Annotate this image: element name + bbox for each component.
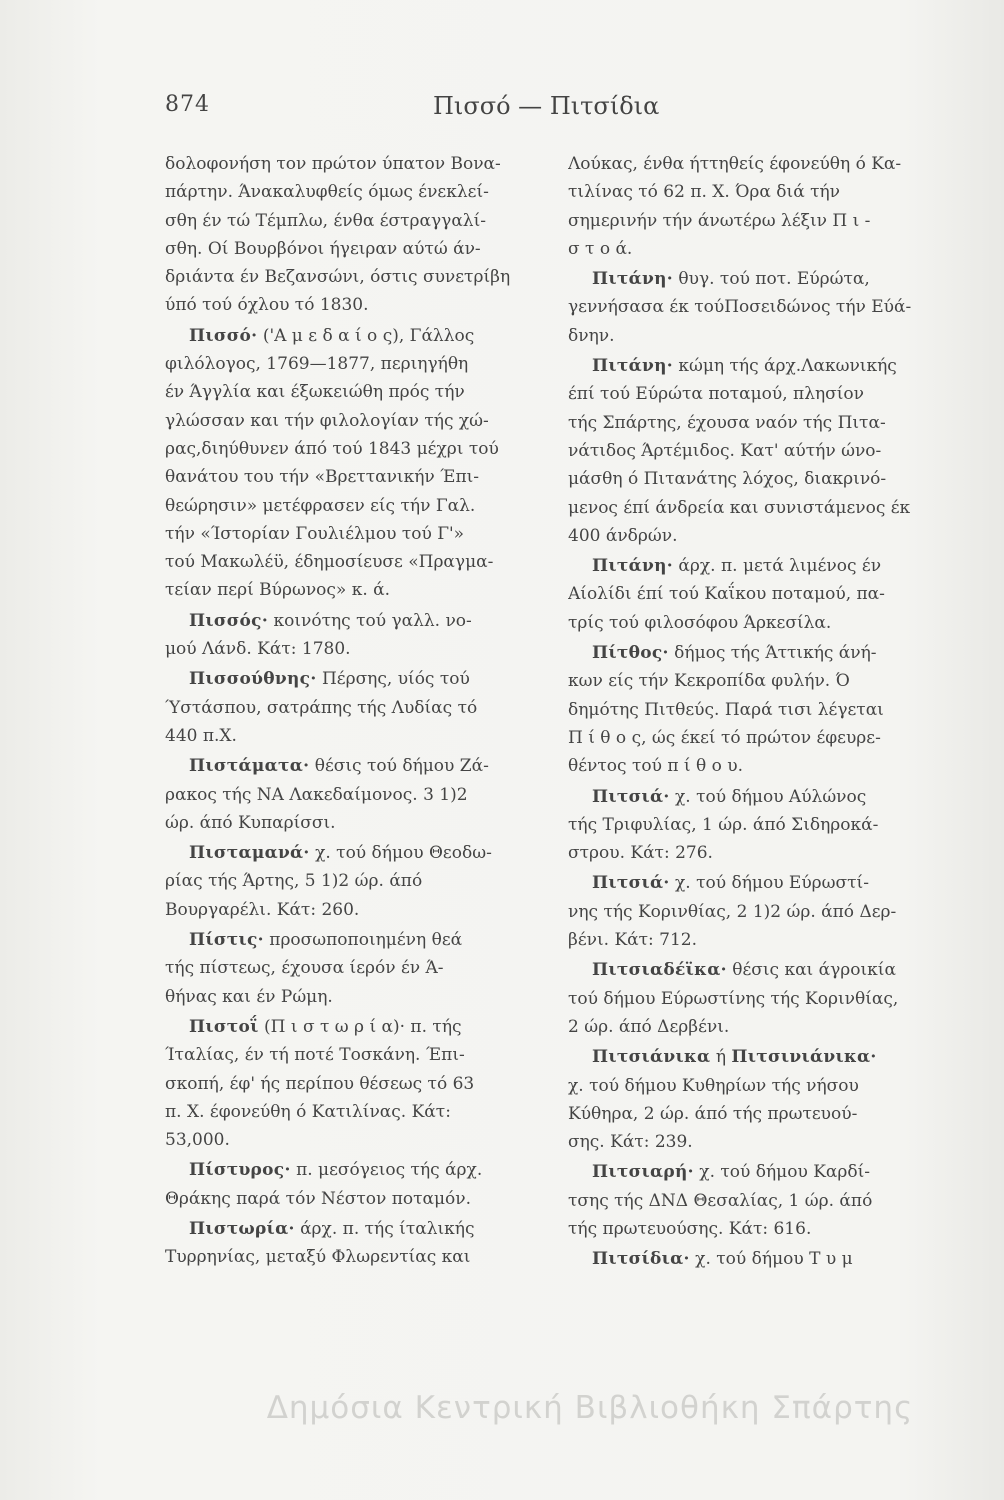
entry-headword: Πιτσιαδέϊκα· [592,960,727,981]
entry-line: 440 π.Χ. [165,725,237,746]
entry-line [165,1013,545,1041]
entry-line: μενος έπί άνδρεία και συνιστάμενος έκ [568,497,911,518]
entry-line: Ύστάσπου, σατράπης τής Λυδίας τό [165,697,478,718]
entry-line: Τυρρηνίας, μεταξύ Φλωρεντίας και [165,1247,471,1268]
entry-line: δολοφονήση τον πρώτον ύπατον Βονα- [165,154,501,174]
entry-text: χ. τού δήμου Θεοδω- [315,843,492,864]
entry-headword: Πιτσίδια· [592,1249,690,1270]
entry-line: τρίς τού φιλοσόφου Άρκεσίλα. [568,612,832,633]
entry-line: έπί τού Εύρώτα ποταμού, πλησίον [568,384,865,405]
entry-headword: Πιτσιαρή· [592,1162,694,1183]
entry-line [568,352,960,380]
entry-line: ώρ. άπό Κυπαρίσσι. [165,812,336,833]
entry-line: π. Χ. έφονεύθη ό Κατιλίνας. Κάτ: [165,1101,451,1122]
entry-line: τήν «Ίστορίαν Γουλιέλμου τού Γ'» [165,523,465,544]
entry-text: άρχ. π. τής ίταλικής [300,1218,475,1239]
entry-headword: Πιστωρία· [189,1218,295,1239]
entry-line [568,956,960,984]
entry-headword: Πιστοΐ [189,1016,259,1037]
entry-line: σημερινήν τήν άνωτέρω λέξιν Π ι - [568,210,871,231]
dictionary-entry [568,552,960,637]
entry-line: μάσθη ό Πιτανάτης λόχος, διακρινό- [568,469,887,490]
entry-line: τείαν περί Βύρωνος» κ. ά. [165,580,391,601]
entry-text: ('Α μ ε δ α ί ο ς), Γάλλος [262,325,475,346]
entry-line: τής πρωτευούσης. Κάτ: 616. [568,1218,812,1239]
entry-line [165,839,545,867]
dictionary-entry [568,352,960,550]
dictionary-entry [568,1158,960,1243]
entry-headword: Πίτθος· [592,643,669,664]
dictionary-entry [568,1043,960,1156]
entry-line [568,552,960,580]
entry-line: 2 ώρ. άπό Δερβένι. [568,1016,730,1037]
entry-line [568,1043,960,1071]
entry-line: θέντος τού π ί θ ο υ. [568,756,743,777]
entry-line: ρίας τής Άρτης, 5 1)2 ώρ. άπό [165,871,423,892]
entry-line: στρου. Κάτ: 276. [568,843,713,864]
entry-headword: Πίστις· [189,930,264,951]
dictionary-entry [165,322,545,605]
dictionary-entry [165,839,545,924]
entry-line: 400 άνδρών. [568,525,678,546]
right-column [568,150,960,1276]
entry-line: Θράκης παρά τόν Νέστον ποταμόν. [165,1188,472,1209]
entry-line: σης. Κάτ: 239. [568,1132,693,1153]
entry-line [568,783,960,811]
entry-line [165,926,545,954]
entry-line: σθη έν τώ Τέμπλω, ένθα έστραγγαλί- [165,210,486,231]
left-column [165,150,545,1274]
entry-headword-variant: Πιτσινιάνικα· [731,1047,877,1068]
entry-text: κώμη τής άρχ.Λακωνικής [678,356,897,377]
entry-headword: Πιτάνη· [592,269,673,290]
entry-line: θανάτου του τήν «Βρεττανικήν Έπι- [165,467,480,488]
entry-line: Κύθηρα, 2 ώρ. άπό τής πρωτευού- [568,1103,858,1124]
entry-text: χ. τού δήμου Αύλώνος [675,786,867,807]
entry-line [568,1245,960,1273]
entry-headword: Πίστυρος· [189,1160,291,1181]
entry-line: φιλόλογος, 1769—1877, περιηγήθη [165,354,469,375]
entry-text: θέσις και άγροικία [732,960,896,981]
entry-line: σθη. Οί Βουρβόνοι ήγειραν αύτώ άν- [165,238,481,259]
entry-line: κων είς τήν Κεκροπίδα φυλήν. Ό [568,671,850,692]
running-head: Πισσό — Πιτσίδια [433,92,660,120]
entry-line [165,752,545,780]
entry-line: θεώρησιν» μετέφρασεν είς τήν Γαλ. [165,495,476,516]
entry-line: γλώσσαν και τήν φιλολογίαν τής χώ- [165,410,489,431]
entry-headword: Πισσούθνης· [189,669,317,690]
entry-line: νάτιδος Άρτέμιδος. Κατ' αύτήν ώνο- [568,440,882,461]
entry-line: τής Σπάρτης, έχουσα ναόν τής Πιτα- [568,412,886,433]
entry-line: Βουργαρέλι. Κάτ: 260. [165,899,360,920]
library-watermark: Δημόσια Κεντρική Βιβλιοθήκη Σπάρτης [266,1390,914,1426]
entry-line: 53,000. [165,1130,230,1151]
dictionary-entry [165,1156,545,1213]
entry-line: τής Τριφυλίας, 1 ώρ. άπό Σιδηροκά- [568,814,879,835]
entry-line: Αίολίδι έπί τού Καΐκου ποταμού, πα- [568,584,885,605]
entry-line: Λούκας, ένθα ήττηθείς έφονεύθη ό Κα- [568,154,902,174]
dictionary-entry [568,869,960,954]
entry-text: κοινότης τού γαλλ. νο- [273,610,472,631]
entry-line: δνην. [568,325,615,346]
dictionary-entry [165,1215,545,1272]
entry-line: ρας,διηύθυνεν άπό τού 1843 μέχρι τού [165,438,499,459]
entry-text: δήμος τής Άττικής άνή- [674,643,877,664]
entry-line [165,1156,545,1184]
entry-line [165,665,545,693]
entry-line: πάρτην. Άνακαλυφθείς όμως ένεκλεί- [165,182,489,203]
entry-headword: Πισσό· [189,325,258,346]
entry-line: ρακος τής ΝΑ Λακεδαίμονος. 3 1)2 [165,784,468,805]
entry-text: π. μεσόγειος τής άρχ. [296,1160,483,1181]
entry-line: έν Άγγλία και έξωκειώθη πρός τήν [165,382,465,403]
dictionary-entry [165,665,545,750]
entry-line: μού Λάνδ. Κάτ: 1780. [165,639,351,660]
dictionary-entry [165,607,545,664]
entry-headword: Πισσός· [189,610,269,631]
entry-text: θέσις τού δήμου Ζά- [314,756,489,777]
dictionary-entry [165,752,545,837]
entry-headword: Πιτσιάνικα [592,1047,711,1068]
entry-line: τής πίστεως, έχουσα ίερόν έν Ά- [165,958,444,979]
dictionary-entry [568,1245,960,1273]
entry-line: χ. τού δήμου Κυθηρίων τής νήσου [568,1075,859,1096]
entry-line: τού δήμου Εύρωστίνης τής Κορινθίας, [568,988,899,1009]
entry-line: Ίταλίας, έν τή ποτέ Τοσκάνη. Έπι- [165,1045,465,1066]
dictionary-entry [165,150,545,320]
dictionary-entry [568,265,960,350]
entry-text: χ. τού δήμου Τ υ μ [695,1249,853,1270]
entry-headword: Πιστάματα· [189,756,310,777]
entry-line [568,265,960,293]
entry-line: νης τής Κορινθίας, 2 1)2 ώρ. άπό Δερ- [568,901,897,922]
entry-headword: Πιτάνη· [592,356,673,377]
page-number: 874 [165,92,210,117]
entry-line [165,1215,545,1243]
entry-line: θήνας και έν Ρώμη. [165,986,333,1007]
entry-line: δριάντα έν Βεζανσώνι, όστις συνετρίβη [165,267,511,288]
entry-line: γεννήσασα έκ τούΠοσειδώνος τήν Εύά- [568,297,912,318]
entry-headword: Πιτσιά· [592,786,670,807]
entry-headword: Πιτάνη· [592,556,673,577]
entry-line: τιλίνας τό 62 π. Χ. Όρα διά τήν [568,182,841,203]
entry-text: προσωποποιημένη θεά [269,930,463,951]
entry-line [568,639,960,667]
entry-text: (Π ι σ τ ω ρ ί α)· π. τής [264,1016,462,1037]
entry-line [568,1158,960,1186]
entry-text: χ. τού δήμου Εύρωστί- [675,873,869,894]
dictionary-entry [165,1013,545,1154]
dictionary-entry [165,926,545,1011]
entry-headword: Πισταμανά· [189,843,310,864]
dictionary-entry [568,150,960,263]
dictionary-entry [568,783,960,868]
entry-line [165,322,545,350]
entry-line: τού Μακωλέϋ, έδημοσίευσε «Πραγμα- [165,552,494,573]
entry-line: βένι. Κάτ: 712. [568,930,698,951]
entry-line: σκοπή, έφ' ής περίπου θέσεως τό 63 [165,1073,475,1094]
page-header [165,92,825,132]
entry-line [568,869,960,897]
entry-text: Πέρσης, υίός τού [321,669,470,690]
entry-text: θυγ. τού ποτ. Εύρώτα, [678,269,870,290]
entry-line: τσης τής ΔΝΔ Θεσαλίας, 1 ώρ. άπό [568,1190,873,1211]
entry-line: δημότης Πιτθεύς. Παρά τισι λέγεται [568,699,884,720]
entry-headword: Πιτσιά· [592,873,670,894]
entry-text: χ. τού δήμου Καρδί- [699,1162,871,1183]
dictionary-entry [568,639,960,780]
entry-line [165,607,545,635]
entry-line: Π ί θ ο ς, ώς έκεί τό πρώτον έφευρε- [568,727,881,748]
entry-line: ύπό τού όχλου τό 1830. [165,295,369,316]
dictionary-entry [568,956,960,1041]
entry-text: ή [715,1047,726,1068]
entry-text: άρχ. π. μετά λιμένος έν [678,556,882,577]
entry-line: σ τ ο ά. [568,238,633,259]
